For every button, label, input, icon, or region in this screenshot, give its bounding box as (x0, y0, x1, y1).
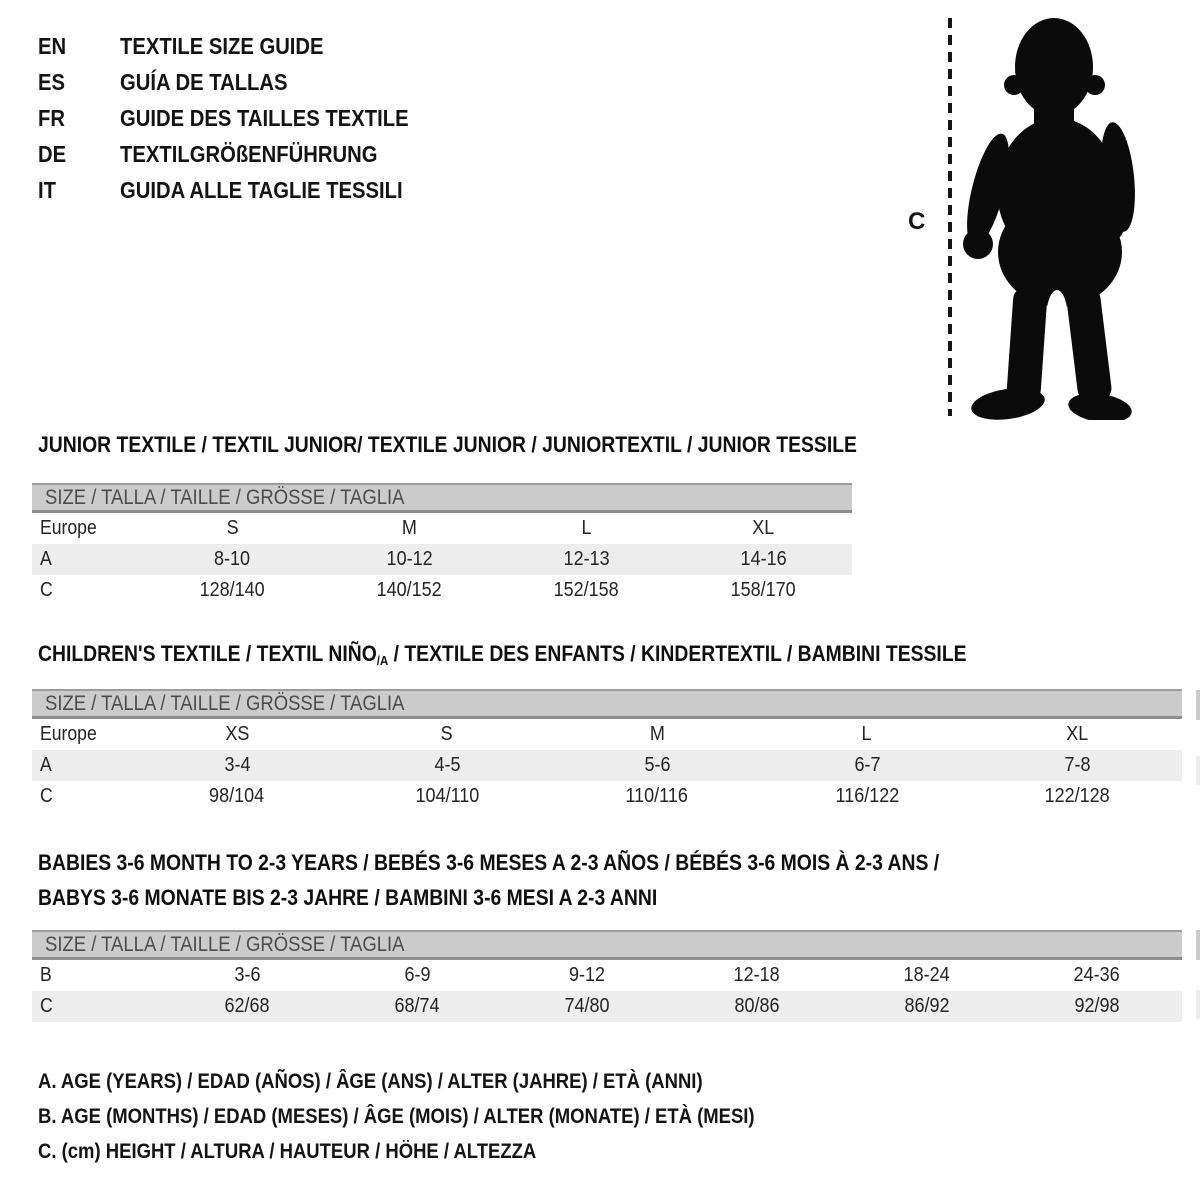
table-cell: XL (1065, 723, 1089, 745)
table-cell: 128/140 (199, 579, 266, 601)
table-cell: M (401, 517, 417, 539)
table-cell: L (861, 723, 873, 745)
table-cell: M (649, 723, 665, 745)
legend-line-b: B. AGE (MONTHS) / EDAD (MESES) / ÂGE (MOIS) / ALTER (MONATE) / ETÀ (MESI) (38, 1105, 755, 1128)
table-cell: L (581, 517, 592, 539)
table-cell: 24-36 (1073, 964, 1121, 986)
table-cell: 80/86 (734, 995, 780, 1017)
language-code: IT (38, 176, 56, 203)
table-cell: 140/152 (376, 579, 443, 601)
row-label: C (40, 579, 53, 601)
table-cell: 98/104 (209, 785, 265, 807)
table-row (32, 781, 1182, 812)
table-cell: 116/122 (835, 785, 899, 807)
language-code: DE (38, 140, 67, 167)
language-title: GUÍA DE TALLAS (120, 68, 288, 95)
table-cell: 7-8 (1063, 754, 1091, 776)
table-cell: 6-7 (853, 754, 881, 776)
heading-text: CHILDREN'S TEXTILE / TEXTIL NIÑO (38, 641, 377, 666)
table-cell: 74/80 (564, 995, 610, 1017)
table-cell: 3-6 (233, 964, 261, 986)
table-cell: 12-13 (563, 548, 610, 570)
heading-line: BABYS 3-6 MONATE BIS 2-3 JAHRE / BAMBINI 3-6 MESI A 2-3 ANNI (38, 885, 658, 910)
language-title-list (38, 28, 448, 208)
table-row (32, 750, 1182, 781)
table-row (32, 544, 852, 575)
junior-size-table (32, 483, 852, 606)
table-row (32, 991, 1182, 1022)
table-cell: 158/170 (730, 579, 797, 601)
table-cell: XL (752, 517, 775, 539)
size-band: SIZE / TALLA / TAILLE / GRÖSSE / TAGLIA (32, 689, 1182, 719)
row-label: A (40, 754, 52, 776)
table-cell: 110/116 (625, 785, 689, 807)
table-cell: 104/110 (415, 785, 479, 807)
table-cell: 5-6 (643, 754, 671, 776)
row-label: A (40, 548, 52, 570)
table-cell: 6-9 (403, 964, 431, 986)
language-row (38, 28, 448, 64)
table-edge-fragment (1196, 756, 1200, 785)
row-label: C (40, 995, 53, 1017)
section-heading-babies (38, 845, 1062, 915)
table-edge-fragment (1196, 690, 1200, 720)
table-cell: 152/158 (553, 579, 620, 601)
row-label: B (40, 964, 52, 986)
measure-legend (38, 1064, 852, 1169)
height-measure-label: C (908, 208, 926, 235)
row-label: Europe (40, 517, 97, 539)
language-row (38, 172, 448, 208)
row-label: C (40, 785, 53, 807)
heading-subscript: /A (376, 653, 389, 668)
size-band: SIZE / TALLA / TAILLE / GRÖSSE / TAGLIA (32, 930, 1182, 960)
table-edge-fragment (1196, 930, 1200, 960)
table-cell: 14-16 (740, 548, 787, 570)
row-label: Europe (40, 723, 97, 745)
size-band: SIZE / TALLA / TAILLE / GRÖSSE / TAGLIA (32, 483, 852, 513)
table-cell: 92/98 (1074, 995, 1120, 1017)
table-edge-fragment (1196, 990, 1200, 1019)
table-row (32, 960, 1182, 991)
table-cell: 86/92 (904, 995, 950, 1017)
table-cell: S (440, 723, 454, 745)
language-code: EN (38, 32, 67, 59)
table-cell: S (226, 517, 239, 539)
legend-line-c: C. (cm) HEIGHT / ALTURA / HAUTEUR / HÖHE / ALTEZZA (38, 1140, 537, 1163)
table-cell: 18-24 (903, 964, 951, 986)
section-heading-junior: JUNIOR TEXTILE / TEXTIL JUNIOR/ TEXTILE JUNIOR / JUNIORTEXTIL / JUNIOR TESSILE (38, 432, 857, 457)
table-row (32, 575, 852, 606)
heading-line: BABIES 3-6 MONTH TO 2-3 YEARS / BEBÉS 3-6 MESES A 2-3 AÑOS / BÉBÉS 3-6 MOIS À 2-3 ANS / (38, 850, 940, 875)
language-title: TEXTILE SIZE GUIDE (120, 32, 324, 59)
table-cell: 10-12 (386, 548, 433, 570)
language-row (38, 100, 448, 136)
language-title: GUIDE DES TAILLES TEXTILE (120, 104, 409, 131)
table-cell: 3-4 (223, 754, 251, 776)
table-cell: 9-12 (568, 964, 606, 986)
table-cell: 4-5 (433, 754, 461, 776)
table-row (32, 513, 852, 544)
height-measure-line (948, 18, 952, 416)
table-cell: 8-10 (214, 548, 251, 570)
language-code: FR (38, 104, 65, 131)
language-row (38, 64, 448, 100)
toddler-silhouette-icon (960, 12, 1142, 420)
children-size-table (32, 689, 1182, 812)
legend-line-a: A. AGE (YEARS) / EDAD (AÑOS) / ÂGE (ANS) / ALTER (JAHRE) / ETÀ (ANNI) (38, 1070, 703, 1093)
heading-text: / TEXTILE DES ENFANTS / KINDERTEXTIL / BAMBINI TESSILE (388, 641, 967, 666)
language-title: GUIDA ALLE TAGLIE TESSILI (120, 176, 403, 203)
language-code: ES (38, 68, 66, 95)
table-cell: 62/68 (224, 995, 270, 1017)
table-cell: 122/128 (1044, 785, 1110, 807)
table-cell: 68/74 (394, 995, 440, 1017)
table-cell: XS (224, 723, 250, 745)
language-row (38, 136, 448, 172)
language-title: TEXTILGRÖßENFÜHRUNG (120, 140, 378, 167)
babies-size-table (32, 930, 1182, 1022)
table-cell: 12-18 (733, 964, 781, 986)
table-row (32, 719, 1182, 750)
section-heading-children (38, 641, 1093, 668)
